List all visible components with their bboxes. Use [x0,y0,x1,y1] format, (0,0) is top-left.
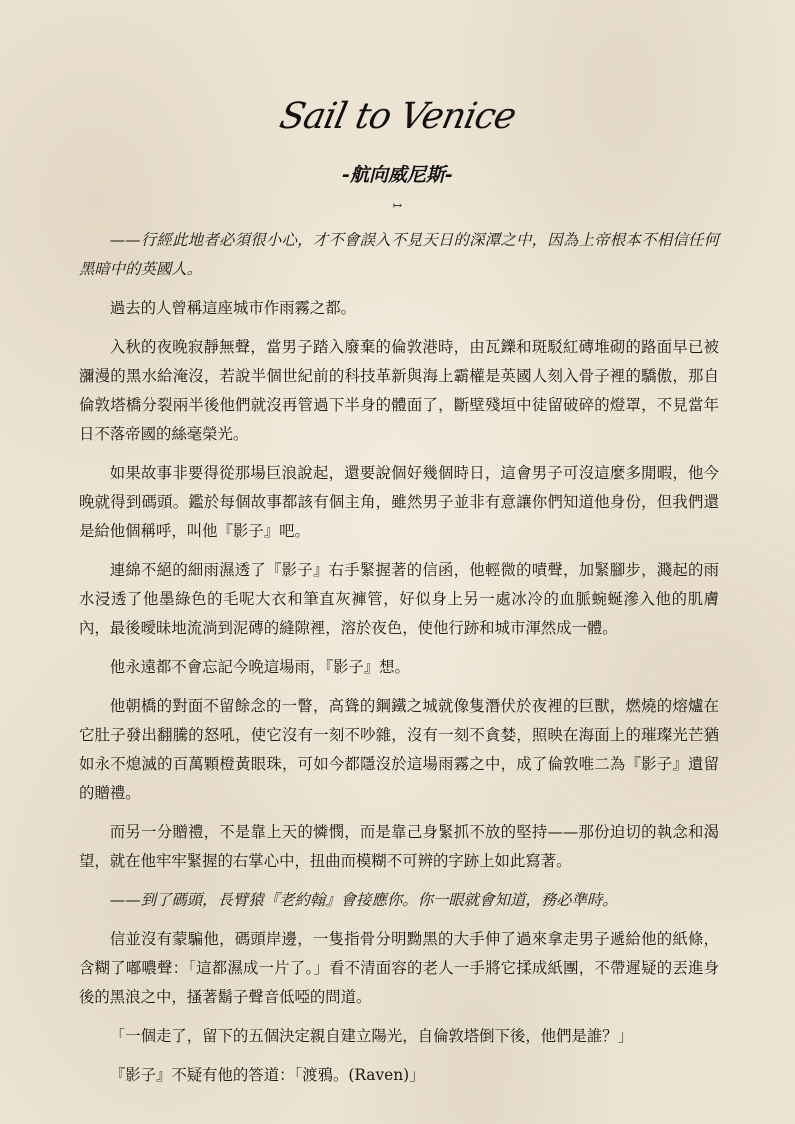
body-paragraph: 他朝橋的對面不留餘念的一瞥，高聳的鋼鐵之城就像隻潛伏於夜裡的巨獸，燃燒的熔爐在它肚子發出翻騰的怒吼，使它沒有一刻不吵雜，沒有一刻不貪婪，照映在海面上的璀璨光芒猶如永不熄滅的百萬顆橙黃眼珠，可如今都隱沒於這場雨霧之中，成了倫敦唯二為『影子』遺留的贈禮。 [79,697,719,802]
body-paragraph: 連綿不絕的細雨濕透了『影子』右手緊握著的信函，他輕微的嘖聲，加緊腳步，濺起的雨水浸透了他墨綠色的毛呢大衣和筆直灰褲管，好似身上另一處冰冷的血脈蜿蜒滲入他的肌膚內，最後曖昧地流淌到泥磚的縫隙裡，溶於夜色，使他行跡和城市渾然成一體。 [79,561,719,637]
dialogue-paragraph: 「一個走了，留下的五個決定親自建立陽光，自倫敦塔倒下後，他們是誰？」 [109,1027,634,1045]
body-paragraph: 他永遠都不會忘記今晚這場雨，『影子』想。 [109,658,410,676]
dialogue-paragraph: 『影子』不疑有他的答道：「渡鴉。(Raven)」 [109,1066,425,1084]
body-paragraph: 而另一分贈禮，不是靠上天的憐憫，而是靠己身緊抓不放的堅持——那份迫切的執念和渴望，就在他牢牢緊握的右掌心中，扭曲而模糊不可辨的字跡上如此寫著。 [79,823,719,870]
document-subtitle: -航向威尼斯- [342,164,453,186]
body-paragraph: 如果故事非要得從那場巨浪說起，還要說個好幾個時日，這會男子可沒這麼多閒暇，他今晚就得到碼頭。鑑於每個故事都該有個主角，雖然男子並非有意讓你們知道他身份，但我們還是給他個稱呼，叫他『影子』吧。 [79,464,719,540]
body-paragraph: 入秋的夜晚寂靜無聲，當男子踏入廢棄的倫敦港時，由瓦鑠和斑駁紅磚堆砌的路面早已被瀰漫的黑水給淹沒，若說半個世紀前的科技革新與海上霸權是英國人刻入骨子裡的驕傲，那自倫敦塔橋分裂兩半後他們就沒再管過下半身的體面了，斷壁殘垣中徒留破碎的燈罩，不見當年日不落帝國的絲毫榮光。 [79,338,719,443]
arrow-ornament-icon: ↦ [392,199,403,212]
letter-quote-paragraph: ——到了碼頭，長臂猿『老約翰』會接應你。你一眼就會知道，務必準時。 [109,891,618,909]
body-paragraph: 過去的人曾稱這座城市作雨霧之都。 [109,299,357,317]
epigraph-paragraph: ——行經此地者必須很小心，才不會誤入不見天日的深潭之中，因為上帝根本不相信任何黑暗中的英國人。 [79,231,719,278]
document-title: Sail to Venice [276,96,520,137]
body-paragraph: 信並沒有蒙騙他，碼頭岸邊，一隻指骨分明黝黑的大手伸了過來拿走男子遞給他的紙條，含糊了嘟噥聲：「這都濕成一片了。」看不清面容的老人一手將它揉成紙團，不帶遲疑的丟進身後的黑浪之中，搔著鬍子聲音低啞的問道。 [79,930,719,1006]
story-body [79,226,719,1100]
